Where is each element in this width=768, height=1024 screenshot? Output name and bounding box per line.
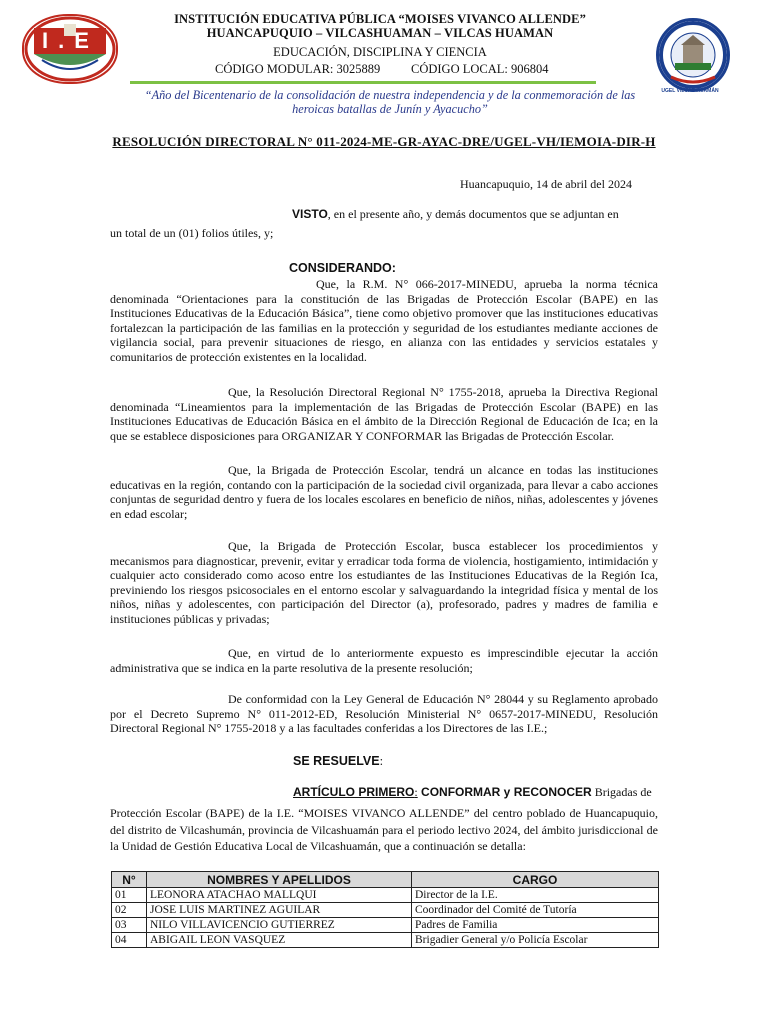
brigade-members-table <box>111 871 659 948</box>
paragraph-1: Que, la R.M. N° 066-2017-MINEDU, aprueba la norma técnica denominada “Orientaciones para la constitución de las Brigadas de Protección Escolar (BAPE) en las Instituciones Educativas de la Educación Básica”, tiene como objetivo promover que las instituciones educativas fortalezcan la participación de las familias en la protección y seguridad de los estudiantes mediante acciones de vigilancia social, para prevenir situaciones de riesgo, en alianza con las entidades y servicios estatales y comunitarios de protección existentes en la localidad. <box>110 277 658 364</box>
date-line: Huancapuquio, 14 de abril del 2024 <box>460 177 632 191</box>
article-first-action: CONFORMAR y RECONOCER <box>417 785 592 799</box>
institution-location: HUANCAPUQUIO – VILCASHUAMAN – VILCAS HUAMAN <box>206 26 554 40</box>
se-resuelve-heading <box>293 754 383 769</box>
resolution-title: RESOLUCIÓN DIRECTORAL N° 011-2024-ME-GR-AYAC-DRE/UGEL-VH/IEMOIA-DIR-H <box>112 134 656 149</box>
row-name: NILO VILLAVICENCIO GUTIERREZ <box>147 918 412 933</box>
year-motto-line-1: “Año del Bicentenario de la consolidación de nuestra independencia y de la conmemoración de las <box>144 88 636 102</box>
table-row <box>112 903 659 918</box>
visto-line-1 <box>292 207 619 222</box>
row-role: Brigadier General y/o Policía Escolar <box>412 933 659 948</box>
se-resuelve-label: SE RESUELVE <box>293 754 380 768</box>
year-motto-line-2: heroicas batallas de Junín y Ayacucho” <box>292 102 488 116</box>
ugel-logo-graphic <box>659 21 727 89</box>
institution-name: INSTITUCIÓN EDUCATIVA PÚBLICA “MOISES VIVANCO ALLENDE” <box>174 12 586 26</box>
header-role: CARGO <box>412 872 659 888</box>
se-resuelve-colon: : <box>379 754 384 768</box>
ugel-logo-caption: UGEL VILCAS HUAMÁN <box>661 88 719 94</box>
institution-slogan: EDUCACIÓN, DISCIPLINA Y CIENCIA <box>273 45 487 59</box>
article-first-label: ARTÍCULO PRIMERO <box>293 785 415 799</box>
row-number: 02 <box>112 903 147 918</box>
institution-logo <box>22 14 118 84</box>
header-divider <box>130 81 596 84</box>
visto-text-2: un total de un (01) folios útiles, y; <box>110 226 274 240</box>
local-code: CÓDIGO LOCAL: 906804 <box>411 62 549 76</box>
row-role: Padres de Familia <box>412 918 659 933</box>
table-row <box>112 888 659 903</box>
modular-code: CÓDIGO MODULAR: 3025889 <box>215 62 381 76</box>
logo-letters: I.E <box>42 28 99 53</box>
row-role: Director de la I.E. <box>412 888 659 903</box>
table-header-row <box>112 872 659 888</box>
article-first-colon: : <box>414 785 418 799</box>
row-name: ABIGAIL LEON VASQUEZ <box>147 933 412 948</box>
ugel-logo <box>656 18 730 92</box>
table-row <box>112 933 659 948</box>
table-row <box>112 918 659 933</box>
row-name: LEONORA ATACHAO MALLQUI <box>147 888 412 903</box>
row-number: 01 <box>112 888 147 903</box>
considerando-heading: CONSIDERANDO: <box>289 261 396 275</box>
row-role: Coordinador del Comité de Tutoría <box>412 903 659 918</box>
row-number: 04 <box>112 933 147 948</box>
row-number: 03 <box>112 918 147 933</box>
paragraph-6: De conformidad con la Ley General de Educación N° 28044 y su Reglamento aprobado por el Decreto Supremo N° 011-2012-ED, Resolución Ministerial N° 0657-2017-MINEDU, Resolución Directoral Regional N° 1755-2018 y a las facultades conferidas a los Directores de las I.E.; <box>110 692 658 736</box>
paragraph-4: Que, la Brigada de Protección Escolar, busca establecer los procedimientos y mecanismos para diagnosticar, prevenir, evitar y erradicar toda forma de violencia, hostigamiento, intimidación y cualquier acto considerado como acoso entre los estudiantes de las Instituciones Educativas de la Región Ica, previniendo los riesgos psicosociales en el entorno escolar y salvaguardando la integridad física y mental de los niños, niñas y adolescentes, con participación del Director (a), profesorado, padres y madres de familia e instituciones públicas y privadas; <box>110 539 658 626</box>
visto-label: VISTO <box>292 207 328 221</box>
article-first-heading <box>293 785 659 800</box>
paragraph-2: Que, la Resolución Directoral Regional N° 1755-2018, aprueba la Directiva Regional denominada “Lineamientos para la implementación de las Brigadas de Protección Escolar (BAPE) en las Instituciones Educativas de Educación Básica en el ámbito de la Dirección Regional de Educación de Ica; en la que se establece disposiciones para ORGANIZAR Y CONFORMAR las Brigadas de Protección Escolar. <box>110 385 658 443</box>
row-name: JOSE LUIS MARTINEZ AGUILAR <box>147 903 412 918</box>
header-name: NOMBRES Y APELLIDOS <box>147 872 412 888</box>
paragraph-5: Que, en virtud de lo anteriormente expuesto es imprescindible ejecutar la acción administrativa que se indica en la parte resolutiva de la presente resolución; <box>110 646 658 675</box>
article-first-body: Protección Escolar (BAPE) de la I.E. “MOISES VIVANCO ALLENDE” del centro poblado de Huancapuquio, del distrito de Vilcashumán, provincia de Vilcashuamán para el periodo lectivo 2024, del ámbito jurisdiccional de la Unidad de Gestión Educativa Local de Vilcashuamán, que a continuación se detalla: <box>110 806 658 853</box>
article-first-line-rest: Brigadas de <box>591 785 652 799</box>
header-number: N° <box>112 872 147 888</box>
paragraph-3: Que, la Brigada de Protección Escolar, tendrá un alcance en todas las instituciones educativas en la región, contando con la participación de la sociedad civil organizada, para llevar a cabo acciones conjuntas de seguridad dentro y fuera de los locales escolares en beneficio de niños, niñas, adolescentes y jóvenes en edad escolar; <box>110 463 658 521</box>
visto-text-1: , en el presente año, y demás documentos que se adjuntan en <box>327 207 619 221</box>
